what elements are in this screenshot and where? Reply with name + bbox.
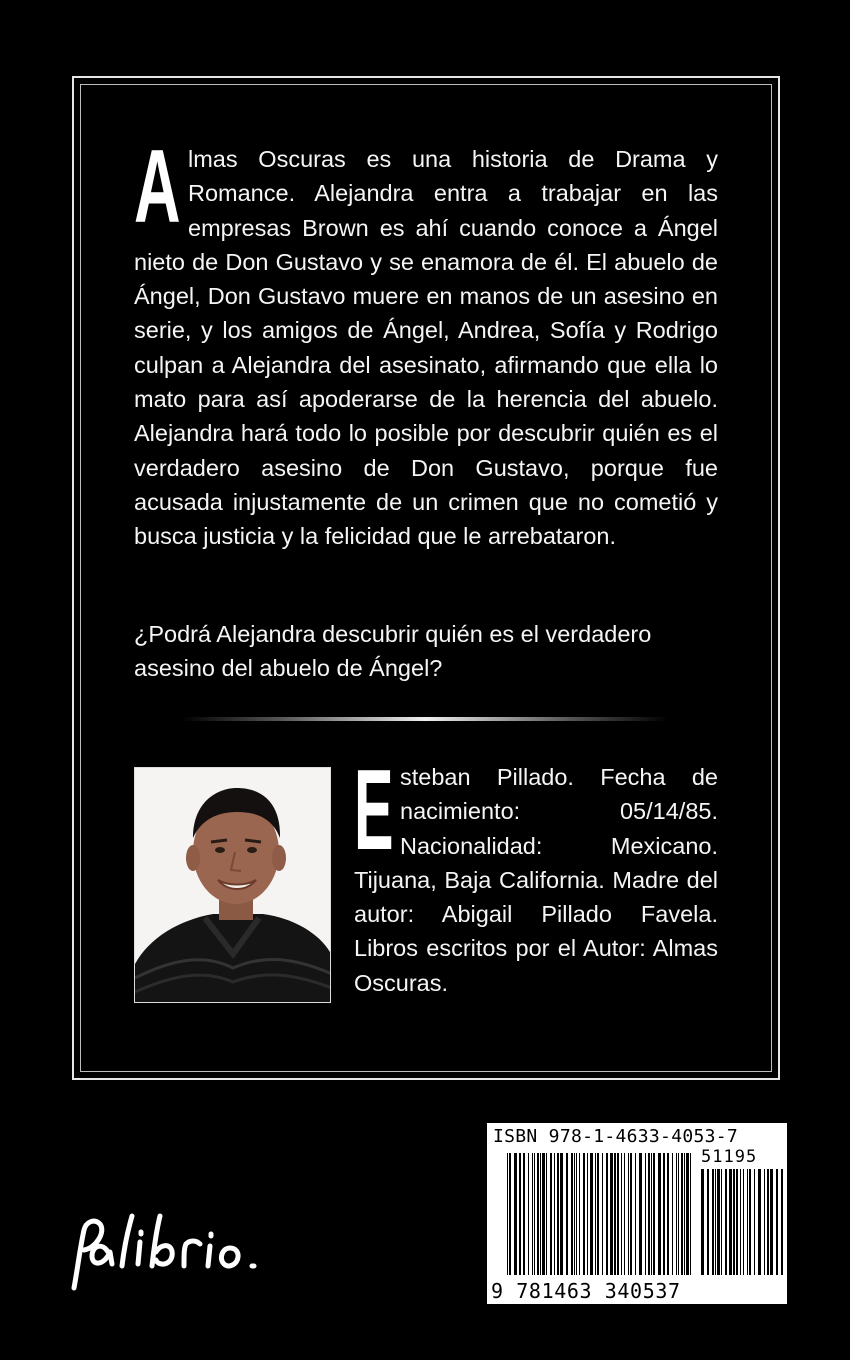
barcode-bar bbox=[509, 1153, 511, 1275]
barcode-bar bbox=[776, 1169, 778, 1275]
barcode-bar bbox=[767, 1169, 769, 1275]
barcode-bar bbox=[764, 1169, 765, 1275]
barcode-bar bbox=[610, 1153, 613, 1275]
barcode-bar bbox=[781, 1169, 783, 1275]
barcode-bar bbox=[645, 1153, 646, 1275]
barcode-bar bbox=[684, 1153, 685, 1275]
price-addon-digits: 51195 bbox=[701, 1147, 758, 1167]
barcode-bar bbox=[595, 1153, 596, 1275]
barcode-bar bbox=[717, 1169, 720, 1275]
barcode-bar bbox=[648, 1153, 650, 1275]
barcode-bar bbox=[528, 1153, 529, 1275]
barcode-bar bbox=[653, 1153, 655, 1275]
isbn-barcode bbox=[487, 1123, 787, 1304]
barcode-bar bbox=[729, 1169, 732, 1275]
barcode-bar bbox=[667, 1153, 669, 1275]
synopsis-dropcap: A bbox=[134, 129, 181, 245]
barcode-bar bbox=[672, 1153, 673, 1275]
barcode-bar bbox=[606, 1153, 608, 1275]
barcode-bar bbox=[554, 1153, 555, 1275]
barcode-bar bbox=[754, 1169, 755, 1275]
barcode-bar bbox=[540, 1153, 541, 1275]
barcode-bar bbox=[571, 1153, 573, 1275]
barcode-bar bbox=[733, 1169, 735, 1275]
barcode-bar bbox=[676, 1153, 677, 1275]
barcode-bar bbox=[576, 1153, 577, 1275]
barcode-bar bbox=[519, 1153, 521, 1275]
barcode-bar bbox=[614, 1153, 616, 1275]
barcode-bar bbox=[725, 1169, 727, 1275]
barcode-bar bbox=[701, 1169, 704, 1275]
barcode-bar bbox=[758, 1169, 761, 1275]
barcode-bar bbox=[624, 1153, 625, 1275]
barcode-bar bbox=[712, 1169, 714, 1275]
barcode-bar bbox=[557, 1153, 559, 1275]
synopsis-text: lmas Oscuras es una historia de Drama y Romance. Alejandra entra a trabajar en las empresas Brown es ahí cuando conoce a Ángel nieto de Don Gustavo y se enamora de él. El abuelo de Ángel, Don Gustavo muere en manos de un asesino en serie, y los amigos de Ángel, Andrea, Sofía y Rodrigo culpan a Alejandra del asesinato, afirmando que ella lo mato para así apoderarse de la herencia del abuelo. Alejandra hará todo lo posible por descubrir quién es el verdadero asesino de Don Gustavo, porque fue acusada injustamente de un crimen que no cometió y busca justicia y la felicidad que le arrebataron. bbox=[134, 146, 718, 550]
barcode-bar bbox=[690, 1153, 691, 1275]
barcode-bar bbox=[574, 1153, 575, 1275]
barcode-bar bbox=[715, 1169, 716, 1275]
barcode-bar bbox=[628, 1153, 629, 1275]
teaser-question: ¿Podrá Alejandra descubrir quién es el verdadero asesino del abuelo de Ángel? bbox=[134, 621, 652, 682]
author-bio-paragraph bbox=[354, 747, 718, 1000]
barcode-bar bbox=[546, 1153, 547, 1275]
barcode-bar bbox=[507, 1153, 508, 1275]
barcode-bar bbox=[514, 1153, 517, 1275]
ean-digits: 9 781463 340537 bbox=[491, 1279, 681, 1303]
barcode-bar bbox=[658, 1153, 661, 1275]
author-photo bbox=[134, 767, 331, 1003]
barcode-bar bbox=[550, 1153, 552, 1275]
barcode-bar bbox=[743, 1169, 744, 1275]
barcode-bar bbox=[583, 1153, 585, 1275]
barcode-bar bbox=[663, 1153, 665, 1275]
barcode-bar bbox=[770, 1169, 773, 1275]
barcode-bar bbox=[736, 1169, 738, 1275]
barcode-bar bbox=[587, 1153, 588, 1275]
barcode-bar bbox=[590, 1153, 593, 1275]
barcode-bar bbox=[678, 1153, 679, 1275]
palibrio-logo bbox=[60, 1208, 310, 1298]
barcode-bar bbox=[721, 1169, 722, 1275]
barcode-bar bbox=[686, 1153, 689, 1275]
author-portrait-illustration bbox=[135, 768, 331, 1003]
barcode-bar bbox=[740, 1169, 741, 1275]
barcode-bar bbox=[537, 1153, 539, 1275]
barcode-bar bbox=[602, 1153, 603, 1275]
barcode-bar bbox=[747, 1169, 748, 1275]
barcode-bar bbox=[560, 1153, 563, 1275]
barcode-bar bbox=[542, 1153, 545, 1275]
barcode-bar bbox=[630, 1153, 632, 1275]
barcode-bar bbox=[707, 1169, 709, 1275]
synopsis-paragraph bbox=[134, 129, 718, 554]
barcode-bar bbox=[579, 1153, 580, 1275]
bio-dropcap: E bbox=[354, 747, 394, 874]
isbn-number: ISBN 978-1-4633-4053-7 bbox=[493, 1126, 739, 1147]
barcode-bar bbox=[523, 1153, 525, 1275]
barcode-bar bbox=[566, 1153, 568, 1275]
bio-text: steban Pillado. Fecha de nacimiento: 05/14/85. Nacionalidad: Mexicano. Tijuana, Baja California. Madre del autor: Abigail Pillado Favela. Libros escritos por el Autor: Almas Oscuras. bbox=[354, 764, 718, 996]
barcode-bar bbox=[532, 1153, 533, 1275]
barcode-bar bbox=[617, 1153, 619, 1275]
barcode-bar bbox=[597, 1153, 599, 1275]
section-divider bbox=[182, 717, 668, 721]
barcode-bar bbox=[749, 1169, 751, 1275]
barcode-bar bbox=[635, 1153, 636, 1275]
barcode-bar bbox=[639, 1153, 642, 1275]
barcode-bar bbox=[621, 1153, 622, 1275]
barcode-bar bbox=[681, 1153, 683, 1275]
barcode-bar bbox=[651, 1153, 652, 1275]
barcode-bar bbox=[534, 1153, 535, 1275]
